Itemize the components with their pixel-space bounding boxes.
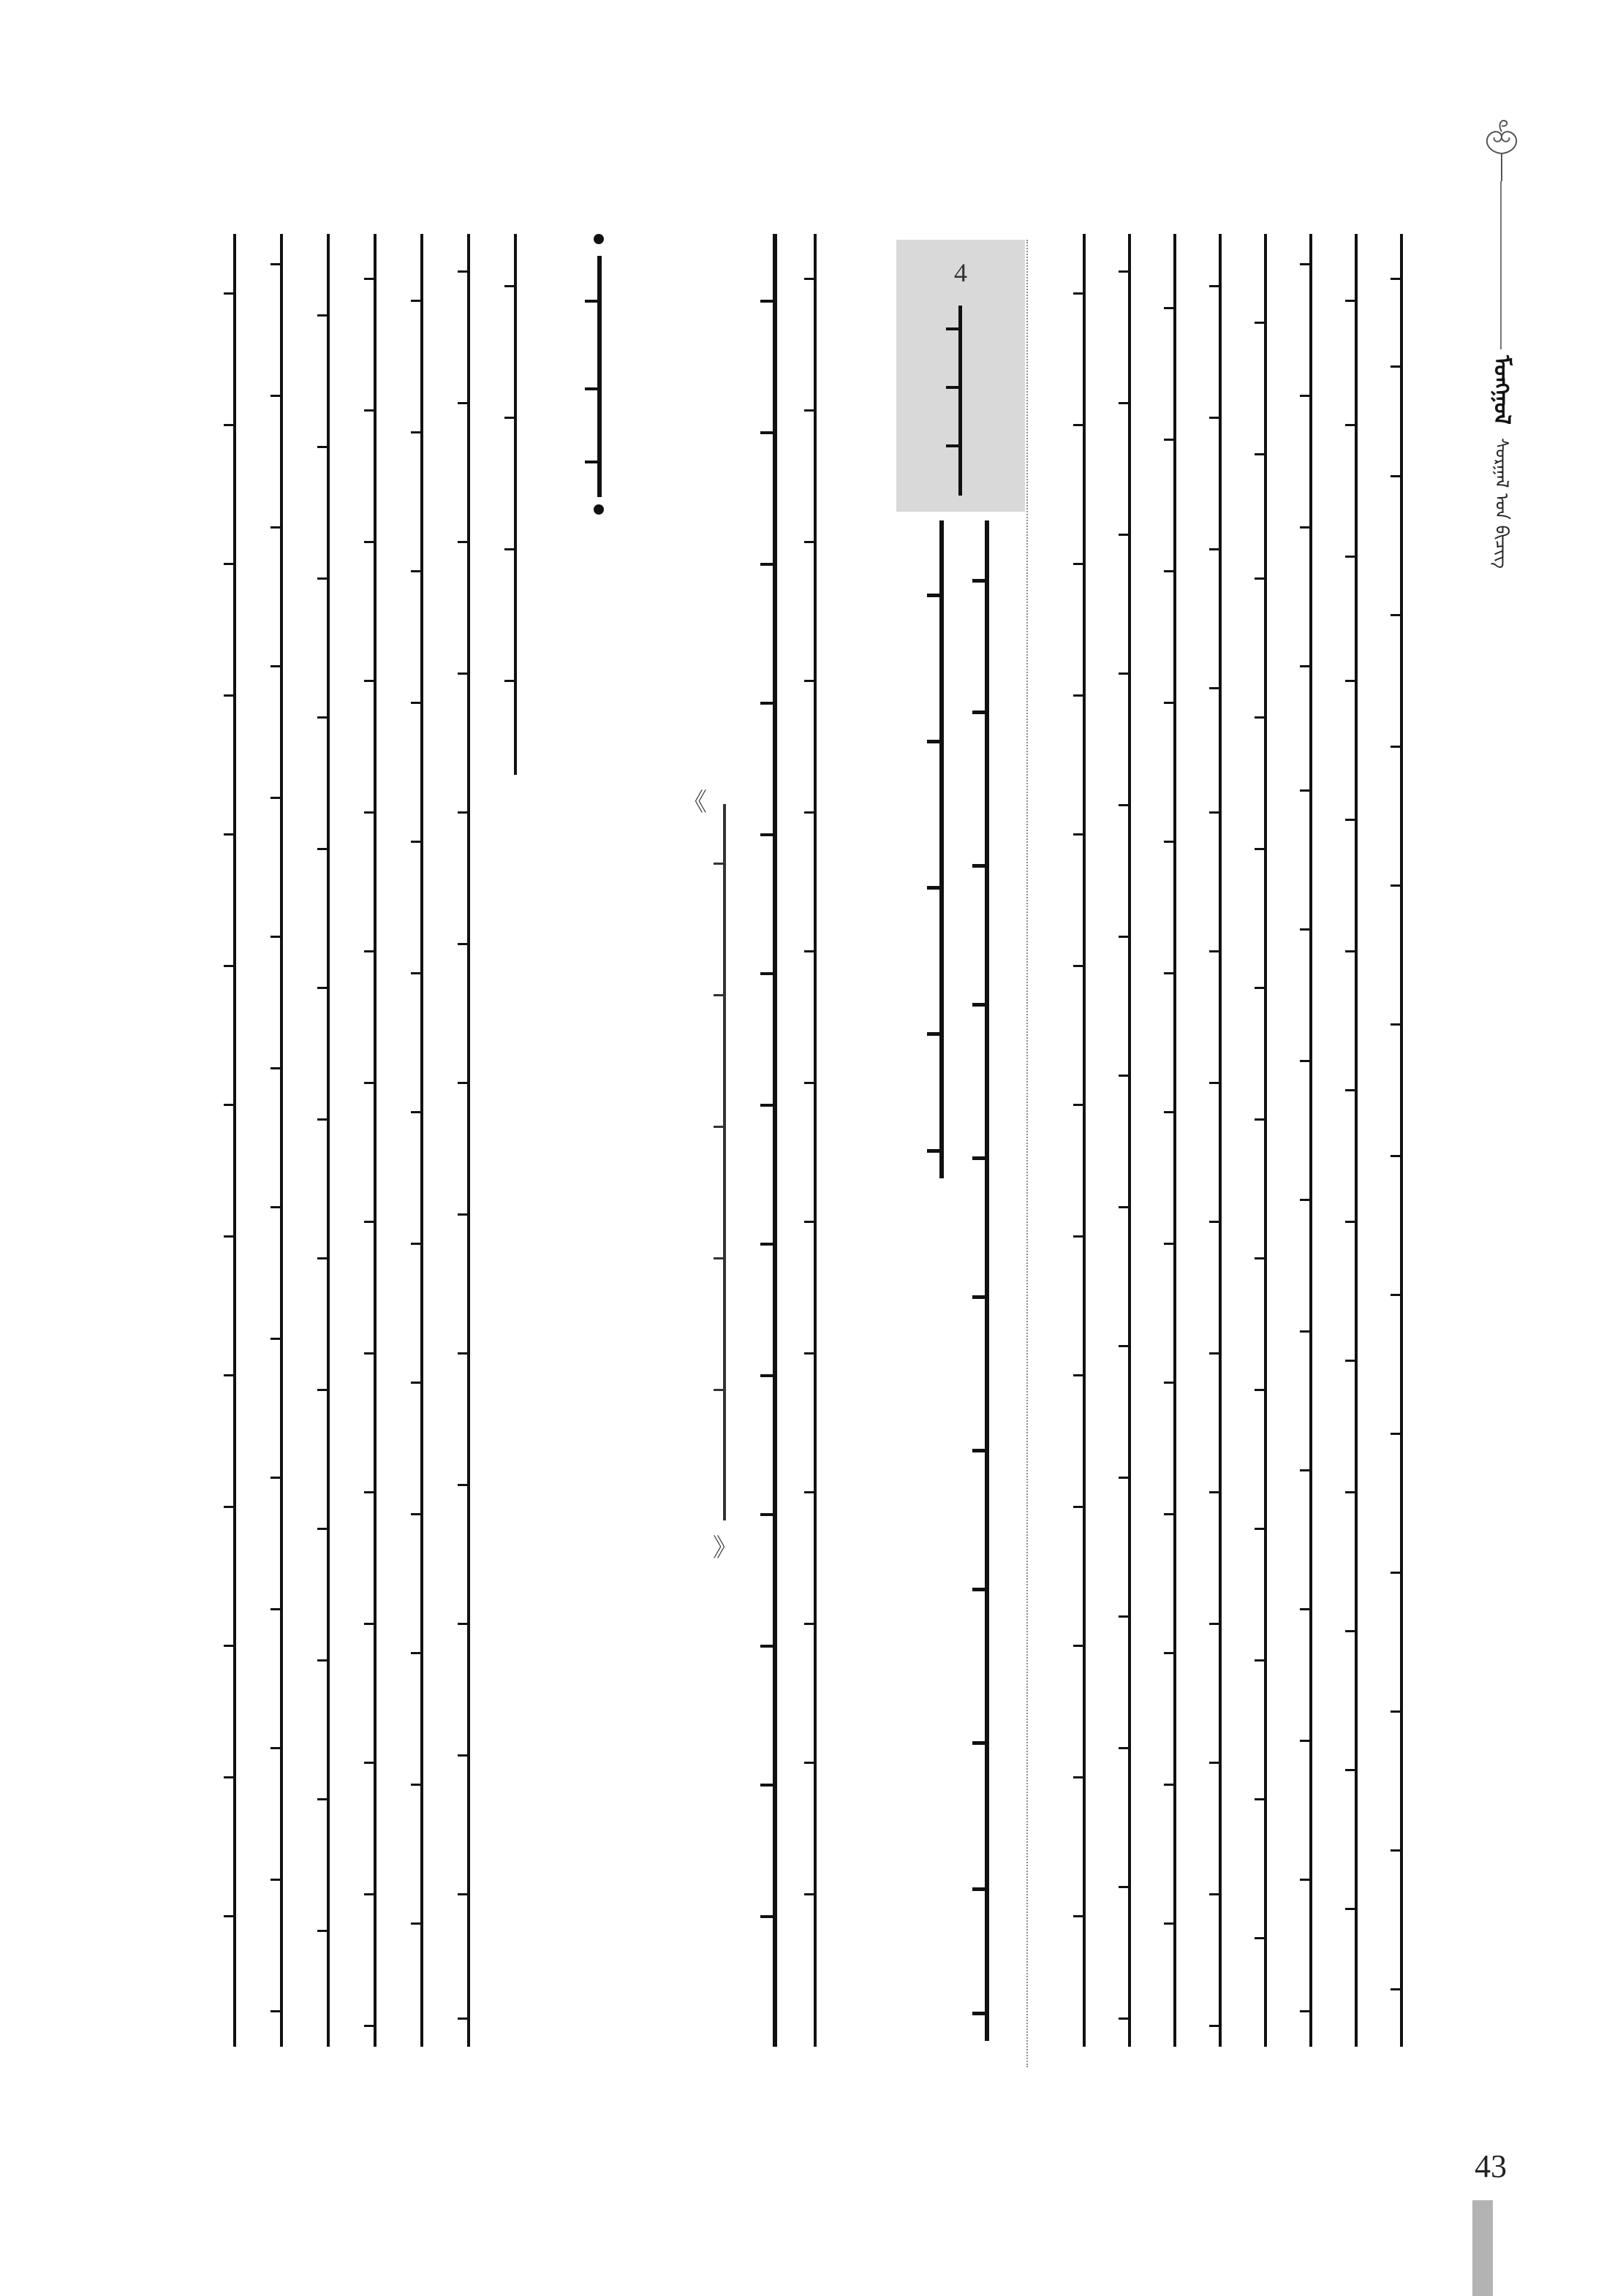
text-column	[270, 234, 292, 2047]
section-number: 4	[954, 258, 967, 287]
section-label-box	[896, 240, 1025, 512]
text-column	[1119, 234, 1140, 2047]
text-column	[317, 234, 339, 2047]
script-line	[972, 520, 1002, 2041]
script-line	[224, 234, 246, 2047]
script-line	[458, 234, 480, 2047]
script-line	[1345, 234, 1367, 2047]
text-column	[1073, 234, 1095, 2047]
script-line	[317, 234, 339, 2047]
running-title-bold: ᠮᠣᠩᠭᠣᠯ	[1488, 355, 1515, 425]
script-line	[270, 234, 292, 2047]
running-head	[1478, 355, 1525, 1539]
bullet-marker	[594, 234, 604, 244]
text-column	[411, 234, 433, 2047]
script-line	[1073, 234, 1095, 2047]
script-line	[760, 234, 790, 2047]
section-heading-line	[972, 520, 1002, 2041]
citation-close: 》	[713, 1534, 738, 1563]
citation-open: 《	[682, 788, 707, 817]
chapter-tab	[1472, 2200, 1493, 2296]
section-heading-line	[927, 520, 956, 1178]
script-line	[504, 234, 526, 775]
text-column	[1255, 234, 1276, 2047]
text-column	[1164, 234, 1186, 2047]
running-title-rest: ᠰᠤᠷᠭᠠᠯ ᠤᠨ ᠪᠢᠴᠢᠭ	[1491, 437, 1512, 569]
section-label-script	[946, 306, 975, 496]
text-column	[458, 234, 480, 2047]
header-rule	[1500, 181, 1502, 349]
script-line	[1300, 234, 1322, 2047]
section-divider	[1026, 240, 1028, 2067]
text-column	[1209, 234, 1231, 2047]
text-column	[1391, 234, 1412, 2047]
script-line	[1255, 234, 1276, 2047]
bullet-marker	[594, 504, 604, 515]
text-column	[760, 234, 790, 2047]
script-line	[714, 804, 735, 1520]
subheading-line	[585, 256, 614, 497]
text-column	[1300, 234, 1322, 2047]
script-line	[1119, 234, 1140, 2047]
script-line	[1164, 234, 1186, 2047]
script-line	[411, 234, 433, 2047]
script-line	[927, 520, 956, 1178]
script-line	[1391, 234, 1412, 2047]
script-line	[364, 234, 386, 2047]
text-column	[1345, 234, 1367, 2047]
citation-line	[714, 804, 735, 1520]
text-column	[504, 234, 526, 775]
page-number: 43	[1475, 2148, 1507, 2184]
script-line	[1209, 234, 1231, 2047]
script-line	[585, 256, 614, 497]
text-column	[364, 234, 386, 2047]
header-ornament	[1472, 117, 1531, 183]
script-line	[804, 234, 826, 2047]
text-column	[804, 234, 826, 2047]
text-column	[224, 234, 246, 2047]
